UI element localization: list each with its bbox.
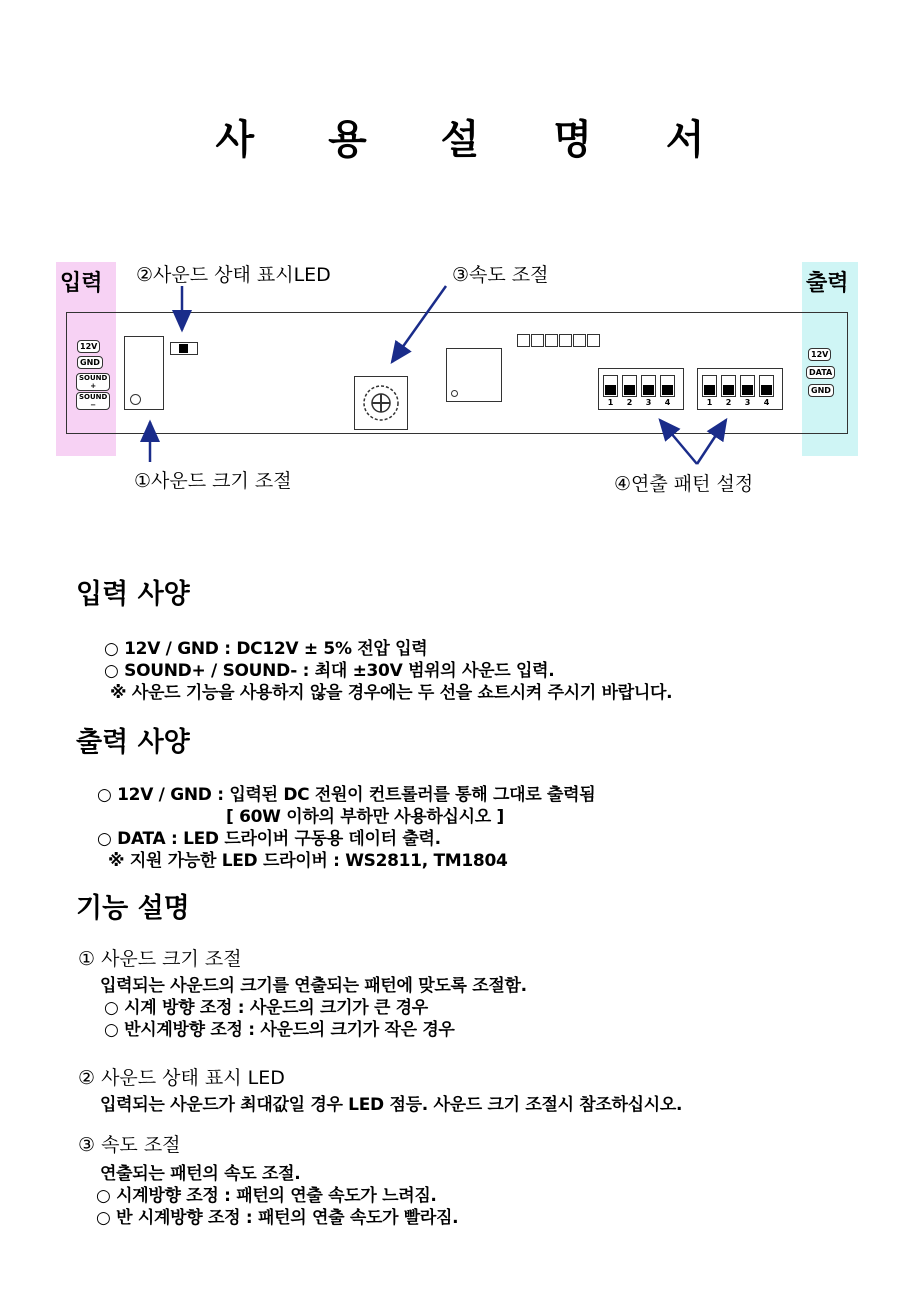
function-title: ① 사운드 크기 조절 — [78, 948, 242, 970]
dip-number: 3 — [645, 398, 652, 407]
input-spec-line: ○ SOUND+ / SOUND- : 최대 ±30V 범위의 사운드 입력. — [104, 661, 555, 681]
output-pin-gnd: GND — [808, 384, 834, 397]
input-spec-heading: 입력 사양 — [76, 579, 190, 610]
dip-number: 3 — [744, 398, 751, 407]
callout-sound-led: ②사운드 상태 표시LED — [136, 264, 331, 286]
callout-speed: ③속도 조절 — [452, 264, 549, 286]
output-label: 출력 — [806, 271, 849, 296]
output-spec-line: ○ 12V / GND : 입력된 DC 전원이 컨트롤러를 통해 그대로 출력됨 — [97, 785, 596, 805]
function-line: ○ 시계방향 조정 : 패턴의 연출 속도가 느려짐. — [96, 1186, 437, 1206]
output-spec-line: [ 60W 이하의 부하만 사용하십시오 ] — [226, 807, 505, 827]
dip-number: 1 — [607, 398, 614, 407]
output-spec-note: ※ 지원 가능한 LED 드라이버 : WS2811, TM1804 — [108, 851, 508, 871]
dip-number: 2 — [725, 398, 732, 407]
function-line: ○ 시계 방향 조정 : 사운드의 크기가 큰 경우 — [104, 998, 428, 1018]
callout-arrows — [0, 250, 920, 500]
page-title: 사 용 설 명 서 — [215, 117, 735, 163]
function-line: 연출되는 패턴의 속도 조절. — [100, 1164, 301, 1184]
function-line: ○ 반시계방향 조정 : 사운드의 크기가 작은 경우 — [104, 1020, 455, 1040]
output-spec-heading: 출력 사양 — [76, 727, 190, 758]
functions-heading: 기능 설명 — [76, 893, 190, 924]
input-pin-sound-minus: SOUND − — [76, 392, 110, 410]
output-pin-12v: 12V — [808, 348, 831, 361]
input-pin-12v: 12V — [77, 340, 100, 353]
dip-number: 4 — [763, 398, 770, 407]
function-line: 입력되는 사운드가 최대값일 경우 LED 점등. 사운드 크기 조절시 참조하십시오. — [100, 1095, 683, 1115]
input-spec-note: ※ 사운드 기능을 사용하지 않을 경우에는 두 선을 쇼트시켜 주시기 바랍니다. — [110, 683, 673, 703]
function-line: ○ 반 시계방향 조정 : 패턴의 연출 속도가 빨라짐. — [96, 1208, 459, 1228]
output-pin-data: DATA — [806, 366, 835, 379]
dip-number: 2 — [626, 398, 633, 407]
function-line: 입력되는 사운드의 크기를 연출되는 패턴에 맞도록 조절함. — [100, 976, 527, 996]
input-pin-gnd: GND — [77, 356, 103, 369]
output-spec-line: ○ DATA : LED 드라이버 구동용 데이터 출력. — [97, 829, 441, 849]
board-diagram — [0, 250, 920, 500]
function-title: ③ 속도 조절 — [78, 1134, 181, 1156]
dip-number: 4 — [664, 398, 671, 407]
callout-sound-level: ①사운드 크기 조절 — [134, 470, 292, 492]
callout-pattern: ④연출 패턴 설정 — [614, 473, 754, 495]
input-spec-line: ○ 12V / GND : DC12V ± 5% 전압 입력 — [104, 639, 428, 659]
input-pin-sound-plus: SOUND + — [76, 373, 110, 391]
function-title: ② 사운드 상태 표시 LED — [78, 1067, 285, 1089]
input-label: 입력 — [60, 271, 103, 296]
dip-number: 1 — [706, 398, 713, 407]
